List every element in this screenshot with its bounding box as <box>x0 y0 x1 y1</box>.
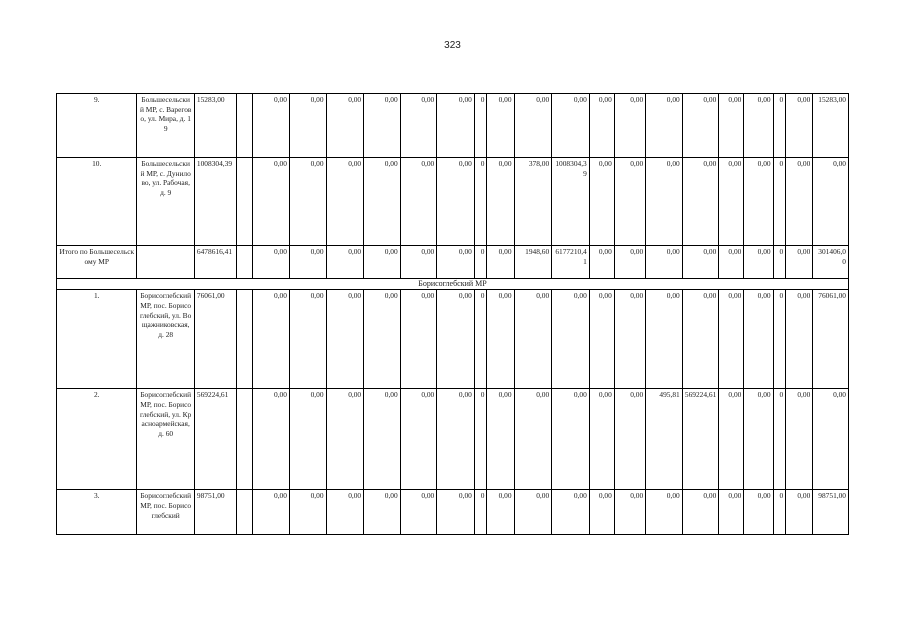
page-number: 323 <box>444 40 461 51</box>
value-cell-v6: 0,00 <box>437 389 475 490</box>
value-cell-v11: 0,00 <box>589 290 614 389</box>
value-cell-v3: 0,00 <box>326 158 364 246</box>
value-cell-v18: 0,00 <box>786 490 813 535</box>
total-cell: 76061,00 <box>194 290 236 389</box>
data-table <box>56 93 849 535</box>
value-cell-v14: 0,00 <box>682 94 719 158</box>
total-cell: 6478616,41 <box>194 246 236 279</box>
value-cell-v6: 0,00 <box>437 158 475 246</box>
value-cell-v4: 0,00 <box>364 389 401 490</box>
address-cell: Большесельский МР, с. Дунилово, ул. Рабочая, д. 9 <box>137 158 194 246</box>
value-cell-v15: 0,00 <box>719 246 744 279</box>
value-cell-v4: 0,00 <box>364 490 401 535</box>
value-cell-v19: 301406,00 <box>813 246 849 279</box>
address-cell: Борисоглебский МР, пос. Борисоглебский, ул. Вощажниковская, д. 28 <box>137 290 194 389</box>
value-cell-v8: 0,00 <box>487 389 514 490</box>
value-cell-v6: 0,00 <box>437 246 475 279</box>
value-cell-v4: 0,00 <box>364 246 401 279</box>
value-cell-v9: 0,00 <box>514 94 552 158</box>
value-cell-v2: 0,00 <box>289 246 326 279</box>
row-number: 3. <box>57 490 137 535</box>
address-cell: Борисоглебский МР, пос. Борисоглебский, ул. Красноармейская, д. 60 <box>137 389 194 490</box>
value-cell-v18: 0,00 <box>786 290 813 389</box>
value-cell-v11: 0,00 <box>589 94 614 158</box>
value-cell-v2: 0,00 <box>289 290 326 389</box>
value-cell-v9: 0,00 <box>514 490 552 535</box>
value-cell-v16: 0,00 <box>744 158 773 246</box>
value-cell-v3: 0,00 <box>326 94 364 158</box>
value-cell-v8: 0,00 <box>487 158 514 246</box>
value-cell-v1: 0,00 <box>253 389 290 490</box>
value-cell-v14: 0,00 <box>682 158 719 246</box>
table-row <box>57 389 849 490</box>
total-cell: 569224,61 <box>194 389 236 490</box>
value-cell-v17: 0 <box>773 94 786 158</box>
value-cell-v17: 0 <box>773 389 786 490</box>
table-row <box>57 94 849 158</box>
value-cell-v14: 569224,61 <box>682 389 719 490</box>
value-cell-v6: 0,00 <box>437 290 475 389</box>
value-cell-v3: 0,00 <box>326 246 364 279</box>
value-cell-v7: 0 <box>474 158 487 246</box>
value-cell-v5: 0,00 <box>400 490 437 535</box>
value-cell-v19: 0,00 <box>813 158 849 246</box>
value-cell-v1: 0,00 <box>253 290 290 389</box>
value-cell-v18: 0,00 <box>786 94 813 158</box>
value-cell-v11: 0,00 <box>589 490 614 535</box>
value-cell-v16: 0,00 <box>744 246 773 279</box>
value-cell-v8: 0,00 <box>487 290 514 389</box>
value-cell-v2: 0,00 <box>289 389 326 490</box>
empty-cell <box>236 94 253 158</box>
value-cell-v9: 0,00 <box>514 389 552 490</box>
empty-cell <box>236 158 253 246</box>
value-cell-v10: 0,00 <box>552 389 590 490</box>
row-number: 9. <box>57 94 137 158</box>
value-cell-v4: 0,00 <box>364 158 401 246</box>
value-cell-v17: 0 <box>773 158 786 246</box>
value-cell-v17: 0 <box>773 246 786 279</box>
value-cell-v8: 0,00 <box>487 490 514 535</box>
value-cell-v5: 0,00 <box>400 246 437 279</box>
value-cell-v2: 0,00 <box>289 490 326 535</box>
value-cell-v9: 378,00 <box>514 158 552 246</box>
value-cell-v13: 0,00 <box>646 158 683 246</box>
value-cell-v16: 0,00 <box>744 389 773 490</box>
value-cell-v12: 0,00 <box>614 490 645 535</box>
value-cell-v13: 0,00 <box>646 290 683 389</box>
section-header-row <box>57 279 849 290</box>
value-cell-v18: 0,00 <box>786 158 813 246</box>
row-number: 2. <box>57 389 137 490</box>
empty-cell <box>236 490 253 535</box>
value-cell-v10: 1008304,39 <box>552 158 590 246</box>
address-cell: Борисоглебский МР, пос. Борисоглебский <box>137 490 194 535</box>
value-cell-v16: 0,00 <box>744 94 773 158</box>
value-cell-v17: 0 <box>773 290 786 389</box>
value-cell-v1: 0,00 <box>253 158 290 246</box>
value-cell-v13: 0,00 <box>646 490 683 535</box>
value-cell-v15: 0,00 <box>719 94 744 158</box>
value-cell-v12: 0,00 <box>614 246 645 279</box>
value-cell-v15: 0,00 <box>719 290 744 389</box>
subtotal-row <box>57 246 849 279</box>
value-cell-v8: 0,00 <box>487 246 514 279</box>
value-cell-v5: 0,00 <box>400 94 437 158</box>
value-cell-v15: 0,00 <box>719 158 744 246</box>
value-cell-v3: 0,00 <box>326 490 364 535</box>
value-cell-v11: 0,00 <box>589 389 614 490</box>
value-cell-v14: 0,00 <box>682 246 719 279</box>
value-cell-v14: 0,00 <box>682 290 719 389</box>
value-cell-v18: 0,00 <box>786 246 813 279</box>
value-cell-v19: 98751,00 <box>813 490 849 535</box>
value-cell-v15: 0,00 <box>719 490 744 535</box>
value-cell-v5: 0,00 <box>400 158 437 246</box>
value-cell-v3: 0,00 <box>326 389 364 490</box>
value-cell-v7: 0 <box>474 94 487 158</box>
value-cell-v1: 0,00 <box>253 246 290 279</box>
value-cell-v13: 0,00 <box>646 94 683 158</box>
value-cell-v19: 0,00 <box>813 389 849 490</box>
total-cell: 1008304,39 <box>194 158 236 246</box>
value-cell-v6: 0,00 <box>437 490 475 535</box>
value-cell-v5: 0,00 <box>400 389 437 490</box>
value-cell-v17: 0 <box>773 490 786 535</box>
empty-cell <box>236 290 253 389</box>
address-cell: Большесельский МР, с. Вареговo, ул. Мира, д. 19 <box>137 94 194 158</box>
value-cell-v13: 495,81 <box>646 389 683 490</box>
value-cell-v16: 0,00 <box>744 490 773 535</box>
row-number: Итого по Большесельскому МР <box>57 246 137 279</box>
value-cell-v12: 0,00 <box>614 158 645 246</box>
empty-cell <box>236 389 253 490</box>
value-cell-v14: 0,00 <box>682 490 719 535</box>
value-cell-v4: 0,00 <box>364 290 401 389</box>
table-row <box>57 290 849 389</box>
empty-cell <box>236 246 253 279</box>
value-cell-v8: 0,00 <box>487 94 514 158</box>
value-cell-v12: 0,00 <box>614 94 645 158</box>
value-cell-v5: 0,00 <box>400 290 437 389</box>
value-cell-v1: 0,00 <box>253 94 290 158</box>
total-cell: 15283,00 <box>194 94 236 158</box>
total-cell: 98751,00 <box>194 490 236 535</box>
value-cell-v6: 0,00 <box>437 94 475 158</box>
value-cell-v4: 0,00 <box>364 94 401 158</box>
value-cell-v7: 0 <box>474 290 487 389</box>
value-cell-v15: 0,00 <box>719 389 744 490</box>
value-cell-v9: 1948,60 <box>514 246 552 279</box>
value-cell-v2: 0,00 <box>289 94 326 158</box>
value-cell-v16: 0,00 <box>744 290 773 389</box>
value-cell-v19: 15283,00 <box>813 94 849 158</box>
address-cell <box>137 246 194 279</box>
table-row <box>57 490 849 535</box>
value-cell-v10: 0,00 <box>552 290 590 389</box>
value-cell-v7: 0 <box>474 246 487 279</box>
row-number: 10. <box>57 158 137 246</box>
value-cell-v9: 0,00 <box>514 290 552 389</box>
value-cell-v11: 0,00 <box>589 158 614 246</box>
value-cell-v12: 0,00 <box>614 290 645 389</box>
value-cell-v13: 0,00 <box>646 246 683 279</box>
value-cell-v19: 76061,00 <box>813 290 849 389</box>
section-title: Борисоглебский МР <box>57 279 849 290</box>
value-cell-v7: 0 <box>474 389 487 490</box>
value-cell-v2: 0,00 <box>289 158 326 246</box>
row-number: 1. <box>57 290 137 389</box>
value-cell-v10: 6177210,41 <box>552 246 590 279</box>
value-cell-v1: 0,00 <box>253 490 290 535</box>
value-cell-v10: 0,00 <box>552 490 590 535</box>
value-cell-v11: 0,00 <box>589 246 614 279</box>
value-cell-v18: 0,00 <box>786 389 813 490</box>
value-cell-v12: 0,00 <box>614 389 645 490</box>
table-row <box>57 158 849 246</box>
value-cell-v10: 0,00 <box>552 94 590 158</box>
value-cell-v7: 0 <box>474 490 487 535</box>
value-cell-v3: 0,00 <box>326 290 364 389</box>
